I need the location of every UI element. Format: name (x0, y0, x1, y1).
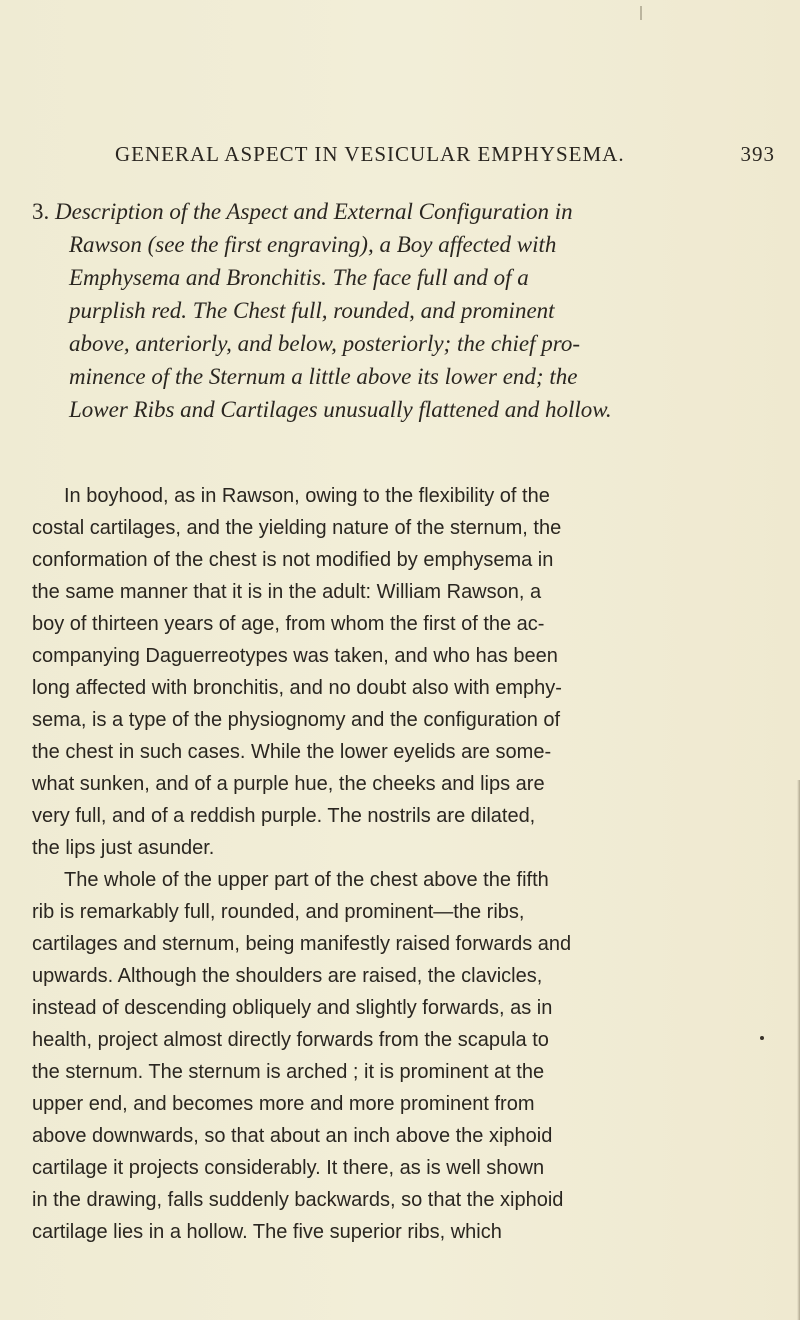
paragraph-line: the chest in such cases. While the lower eyelids are some- (32, 741, 552, 763)
section-heading (32, 195, 772, 426)
paragraph-line: upwards. Although the shoulders are raised, the clavicles, (32, 965, 543, 987)
section-heading-text: Description of the Aspect and External Configuration in (55, 199, 573, 224)
paper-mark (640, 6, 642, 20)
paragraph-line: instead of descending obliquely and slightly forwards, as in (32, 997, 553, 1019)
paragraph-line: the lips just asunder. (32, 837, 215, 859)
section-heading-line: purplish red. The Chest full, rounded, and prominent (69, 298, 555, 323)
paragraph-line: upper end, and becomes more and more prominent from (32, 1093, 535, 1115)
section-heading-line: Rawson (see the first engraving), a Boy affected with (69, 232, 557, 257)
section-heading-line: above, anteriorly, and below, posteriorly; the chief pro- (69, 331, 581, 356)
paragraph-line: health, project almost directly forwards from the scapula to (32, 1029, 549, 1051)
paragraph-line: the same manner that it is in the adult: William Rawson, a (32, 581, 542, 603)
paragraph-line: above downwards, so that about an inch above the xiphoid (32, 1125, 553, 1147)
paragraph-line: in the drawing, falls suddenly backwards, so that the xiphoid (32, 1189, 564, 1211)
paragraph-line: In boyhood, as in Rawson, owing to the flexibility of the (64, 485, 550, 507)
body-text (32, 480, 772, 1248)
section-heading-line (32, 195, 772, 228)
paragraph-line: cartilage lies in a hollow. The five superior ribs, which (32, 1221, 502, 1243)
running-head-title: GENERAL ASPECT IN VESICULAR EMPHYSEMA. (115, 142, 625, 166)
section-number: 3. (32, 199, 50, 224)
section-heading-line: minence of the Sternum a little above its lower end; the (69, 364, 578, 389)
paragraph-line: conformation of the chest is not modified by emphysema in (32, 549, 554, 571)
paragraph-line: sema, is a type of the physiognomy and the configuration of (32, 709, 561, 731)
paragraph-line: costal cartilages, and the yielding nature of the sternum, the (32, 517, 562, 539)
paragraph-line: boy of thirteen years of age, from whom the first of the ac- (32, 613, 545, 635)
paragraph-line: very full, and of a reddish purple. The nostrils are dilated, (32, 805, 536, 827)
paragraph-line: long affected with bronchitis, and no doubt also with emphy- (32, 677, 562, 699)
paragraph-line: The whole of the upper part of the chest above the fifth (64, 869, 549, 891)
paragraph-line: the sternum. The sternum is arched ; it is prominent at the (32, 1061, 545, 1083)
paragraph-line: rib is remarkably full, rounded, and prominent—the ribs, (32, 901, 525, 923)
section-heading-line: Emphysema and Bronchitis. The face full and of a (69, 265, 529, 290)
ink-dot (760, 1036, 764, 1040)
page-number: 393 (740, 142, 775, 166)
paragraph-line: cartilage it projects considerably. It there, as is well shown (32, 1157, 545, 1179)
paragraph-line: companying Daguerreotypes was taken, and who has been (32, 645, 558, 667)
section-heading-line: Lower Ribs and Cartilages unusually flattened and hollow. (69, 397, 612, 422)
paragraph-line: cartilages and sternum, being manifestly raised forwards and (32, 933, 572, 955)
paragraph-line: what sunken, and of a purple hue, the cheeks and lips are (32, 773, 545, 795)
running-head (115, 142, 775, 172)
